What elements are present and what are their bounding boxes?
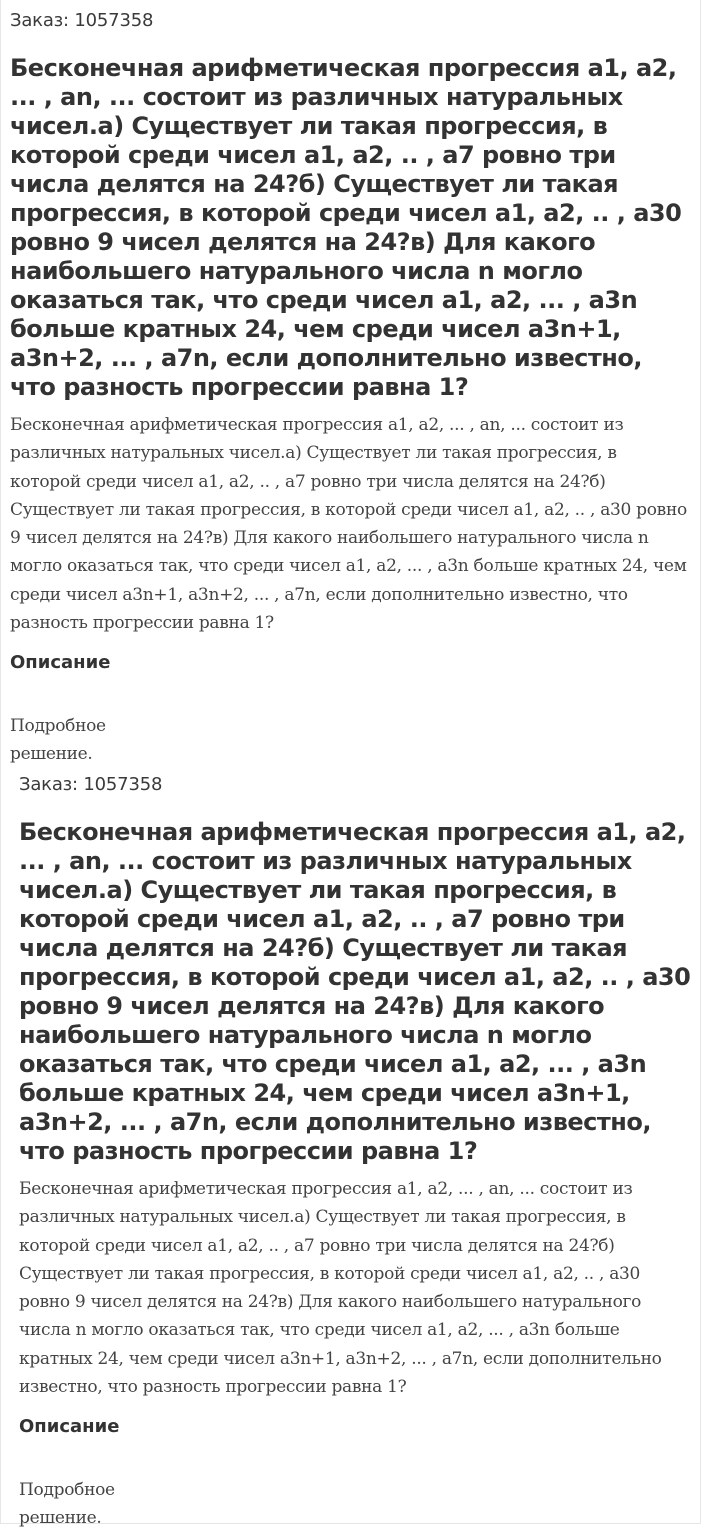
order-block-2 (19, 772, 691, 1532)
task-description: Бесконечная арифметическая прогрессия a1, a2, ... , an, ... состоит из различных натуральных чисел.а) Существует ли такая прогрессия, в которой среди чисел a1, a2, .. , a7 ровно три числа делятся на 24?б) Существует ли такая прогрессия, в которой среди чисел a1, a2, .. , a30 ровно 9 чисел делятся на 24?в) Для какого наибольшего натурального числа n могло оказаться так, что среди чисел a1, a2, ... , a3n больше кратных 24, чем среди чисел a3n+1, a3n+2, ... , a7n, если дополнительно известно, что разность прогрессии равна 1? (19, 1179, 662, 1398)
task-title: Бесконечная арифметическая прогрессия a1, a2, ... , an, ... состоит из различных натуральных чисел.а) Существует ли такая прогрессия, в которой среди чисел a1, a2, .. , a7 ровно три числа делятся на 24?б) Существует ли такая прогрессия, в которой среди чисел a1, a2, .. , a30 ровно 9 чисел делятся на 24?в) Для какого наибольшего натурального числа n могло оказаться так, что среди чисел a1, a2, ... , a3n больше кратных 24, чем среди чисел a3n+1, a3n+2, ... , a7n, если дополнительно известно, что разность прогрессии равна 1? (10, 54, 682, 401)
solution-text: Подробное решение. (10, 716, 106, 765)
solution-text: Подробное решение. (19, 1480, 115, 1529)
task-description: Бесконечная арифметическая прогрессия a1, a2, ... , an, ... состоит из различных натуральных чисел.а) Существует ли такая прогрессия, в которой среди чисел a1, a2, .. , a7 ровно три числа делятся на 24?б) Существует ли такая прогрессия, в которой среди чисел a1, a2, .. , a30 ровно 9 чисел делятся на 24?в) Для какого наибольшего натурального числа n могло оказаться так, что среди чисел a1, a2, ... , a3n больше кратных 24, чем среди чисел a3n+1, a3n+2, ... , a7n, если дополнительно известно, что разность прогрессии равна 1? (10, 415, 687, 634)
task-title: Бесконечная арифметическая прогрессия a1, a2, ... , an, ... состоит из различных натуральных чисел.а) Существует ли такая прогрессия, в которой среди чисел a1, a2, .. , a7 ровно три числа делятся на 24?б) Существует ли такая прогрессия, в которой среди чисел a1, a2, .. , a30 ровно 9 чисел делятся на 24?в) Для какого наибольшего натурального числа n могло оказаться так, что среди чисел a1, a2, ... , a3n больше кратных 24, чем среди чисел a3n+1, a3n+2, ... , a7n, если дополнительно известно, что разность прогрессии равна 1? (19, 818, 691, 1165)
order-block-1 (10, 8, 690, 768)
description-heading: Описание (10, 652, 111, 674)
order-number: Заказ: 1057358 (19, 774, 163, 795)
order-number: Заказ: 1057358 (10, 10, 154, 31)
description-heading: Описание (19, 1416, 120, 1438)
